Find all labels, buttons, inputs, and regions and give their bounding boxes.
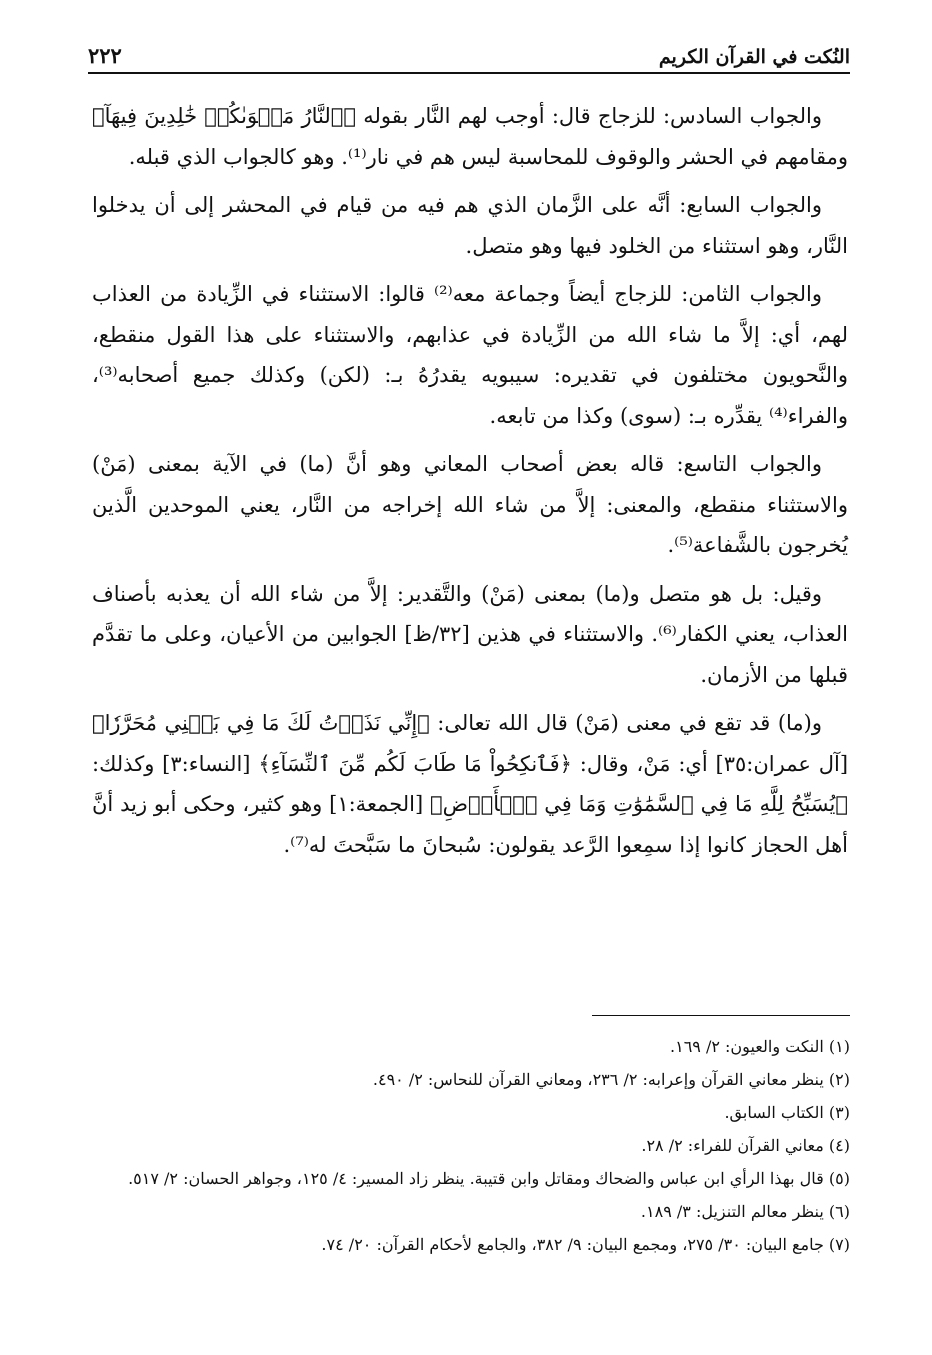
paragraph-eighth-answer: والجواب الثامن: للزجاج أيضاً وجماعة معه⁽²⁾ قالوا: الاستثناء في الزِّيادة من العذاب لهم، أي: إلاَّ ما شاء الله من الزِّيادة في عذابهم، والاستثناء على هذا القول منقطع، والنَّحويون مختلفون في تقديره: سيبويه يقدرُهُ بـ: (لكن) وكذلك جميع أصحابه⁽³⁾، والفراء⁽⁴⁾ يقدِّره بـ: (سوى) وكذا من تابعه. (92, 282, 848, 428)
paragraph-ma-meaning-man: و(ما) قد تقع في معنى (مَنْ) قال الله تعالى: ﴿إِنِّي نَذَرۡتُ لَكَ مَا فِي بَطۡنِي مُحَرَّرٗا﴾ [آل عمران:٣٥] أي: مَنْ، وقال: ﴿فَٱنكِحُواْ مَا طَابَ لَكُم مِّنَ ٱلنِّسَآءِ﴾ [النساء:٣] وكذلك: ﴿يُسَبِّحُ لِلَّهِ مَا فِي ٱلسَّمَٰوَٰتِ وَمَا فِي ٱلۡأَرۡضِ﴾ [الجمعة:١] وهو كثير، وحكى أبو زيد أنَّ أهل الحجاز كانوا إذا سمِعوا الرَّعد يقولون: سُبحانَ ما سَبَّحتَ له⁽⁷⁾. (92, 711, 849, 857)
paragraph-alternative-view: وقيل: بل هو متصل و(ما) بمعنى (مَنْ) والتَّقدير: إلاَّ من شاء الله أن يعذبه بأصناف العذاب، يعني الكفار⁽⁶⁾. والاستثناء في هذين [٣٢/ظ] الجوابين من الأعيان، وعلى ما تقدَّم قبلها من الأزمان. (92, 581, 848, 687)
footnote-2: (٢) ينظر معاني القرآن وإعرابه: ٢/ ٢٣٦، ومعاني القرآن للنحاس: ٢/ ٤٩٠. (372, 1070, 850, 1089)
footnote-7: (٧) جامع البيان: ٣٠/ ٢٧٥، ومجمع البيان: ٩/ ٣٨٢، والجامع لأحكام القرآن: ٢٠/ ٧٤. (321, 1235, 850, 1254)
footnote-1: (١) النكت والعيون: ٢/ ١٦٩. (670, 1037, 850, 1056)
paragraph-sixth-answer: والجواب السادس: للزجاج قال: أوجب لهم النَّار بقوله ﴿ٱلنَّارُ مَثۡوَىٰكُمۡ خَٰلِدِينَ فِيهَآ﴾ ومقامهم في الحشر والوقوف للمحاسبة ليس هم في نار⁽¹⁾. وهو كالجواب الذي قبله. (92, 104, 848, 169)
footnote-5: (٥) قال بهذا الرأي ابن عباس والضحاك ومقاتل وابن قتيبة. ينظر زاد المسير: ٤/ ١٢٥، وجواهر الحسان: ٢/ ٥١٧. (128, 1169, 850, 1188)
footnote-6: (٦) ينظر معالم التنزيل: ٣/ ١٨٩. (640, 1202, 850, 1221)
main-text (92, 96, 848, 873)
page-number: ٢٢٢ (88, 43, 122, 68)
footnote-separator (592, 1015, 850, 1016)
paragraph-seventh-answer: والجواب السابع: أنَّه على الزَّمان الذي هم فيه من قيام في المحشر إلى أن يدخلوا النَّار، وهو استثناء من الخلود فيها وهو متصل. (92, 193, 848, 258)
running-title: النُكت في القرآن الكريم (658, 46, 850, 68)
footnote-3: (٣) الكتاب السابق. (724, 1103, 850, 1122)
page-header (88, 34, 850, 74)
footnote-4: (٤) معاني القرآن للفراء: ٢/ ٢٨. (641, 1136, 850, 1155)
paragraph-ninth-answer: والجواب التاسع: قاله بعض أصحاب المعاني وهو أنَّ (ما) في الآية بمعنى (مَنْ) والاستثناء منقطع، والمعنى: إلاَّ من شاء الله إخراجه من النَّار، يعني الموحدين الَّذين يُخرجون بالشَّفاعة⁽⁵⁾. (92, 452, 848, 557)
footnotes (92, 1030, 850, 1261)
